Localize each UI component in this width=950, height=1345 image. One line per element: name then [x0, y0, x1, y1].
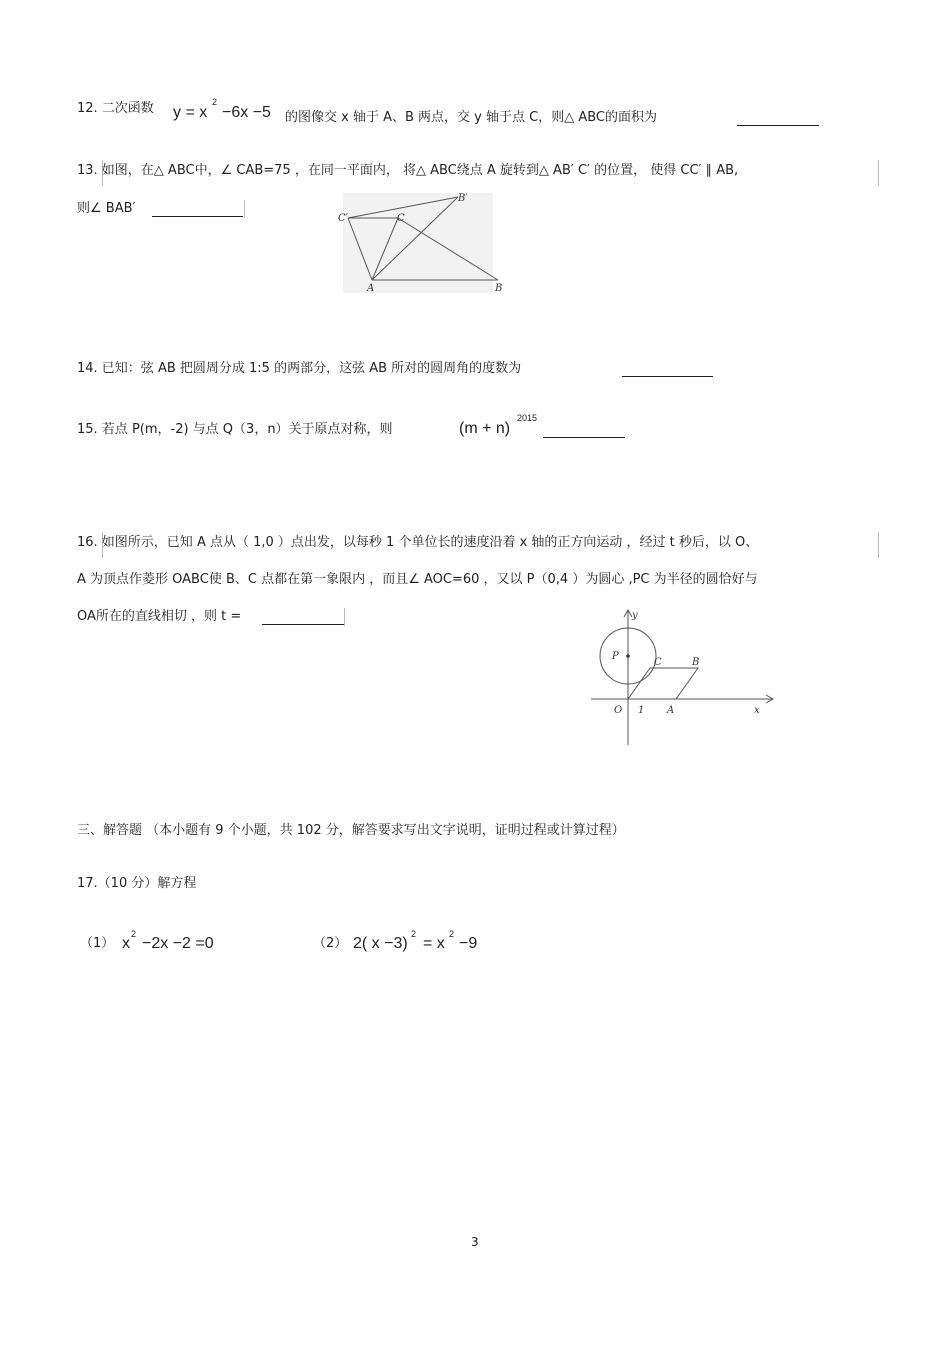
q17-part2-a: 2( x −3): [353, 935, 408, 952]
q16-line3: OA所在的直线相切 ，则 t =: [77, 609, 242, 624]
q17-part2-b: = x: [423, 935, 445, 952]
center-point-p: [626, 654, 630, 658]
q12-formula-sup: 2: [212, 97, 218, 107]
page-number: 3: [471, 1235, 479, 1249]
q17-part1-a: x: [122, 935, 130, 952]
rhombus-oabc: [628, 668, 698, 699]
q16-line2: A 为顶点作菱形 OABC使 B、C 点都在第一象限内 ，而且∠ AOC=60 ，又以 P（0,4 ）为圆心 ,PC 为半径的圆恰好与: [77, 572, 758, 587]
q16-line1: 16. 如图所示，已知 A 点从（ 1,0 ）点出发，以每秒 1 个单位长的速度沿着 x 轴的正方向运动 ，经过 t 秒后，以 O、: [77, 535, 759, 550]
label-b: B: [692, 657, 700, 668]
q17-part1-sup: 2: [131, 929, 137, 939]
label-c: C: [397, 213, 405, 224]
q15-formula: (m + n): [459, 420, 511, 437]
q13-line2: 则∠ BAB′: [77, 201, 136, 216]
label-b: B: [495, 283, 503, 294]
figure-background: [343, 193, 493, 293]
q12-answer-blank: [737, 125, 819, 126]
q12-formula-b: −6x −5: [222, 104, 271, 121]
q17-part2-sup1: 2: [411, 929, 417, 939]
label-o: O: [614, 705, 623, 716]
q17-part2-label: （2）: [313, 936, 348, 951]
q13-blank-bar: [244, 200, 245, 218]
label-c-prime: C′: [338, 213, 348, 224]
section3-heading: 三、解答题 （本小题有 9 个小题，共 102 分，解答要求写出文字说明，证明过程或计算过程）: [77, 823, 625, 838]
q17-part1-label: （1）: [80, 936, 115, 951]
q17-part1-b: −2x −2 =0: [142, 935, 214, 952]
q13-margin-bar-right: [878, 160, 879, 186]
label-p: P: [612, 651, 619, 662]
q17-part2-sup2: 2: [449, 929, 455, 939]
q12-formula-a: y = x: [173, 104, 208, 121]
q16-blank-bar: [344, 608, 345, 626]
q15-text: 15. 若点 P(m，-2) 与点 Q（3，n）关于原点对称，则: [77, 422, 393, 437]
q13-line1: 13. 如图，在△ ABC中，∠ CAB=75 ，在同一平面内， 将△ ABC绕点 A 旋转到△ AB′ C′ 的位置， 使得 CC′ ∥ AB,: [77, 163, 739, 178]
label-y: y: [632, 610, 638, 621]
label-a: A: [367, 283, 375, 294]
q17-title: 17.（10 分）解方程: [77, 876, 197, 891]
q13-answer-blank: [152, 216, 243, 217]
q16-coordinate-figure: [585, 605, 780, 747]
q12-suffix: 的图像交 x 轴于 A、B 两点，交 y 轴于点 C，则△ ABC的面积为: [285, 110, 657, 125]
label-x: x: [754, 705, 760, 716]
q14-answer-blank: [622, 376, 713, 377]
q14-text: 14. 已知：弦 AB 把圆周分成 1:5 的两部分，这弦 AB 所对的圆周角的度数为: [77, 361, 522, 376]
q16-answer-blank: [262, 624, 344, 625]
q15-exponent: 2015: [517, 413, 538, 423]
q15-answer-blank: [543, 437, 625, 438]
q17-part2-c: −9: [459, 935, 478, 952]
label-b-prime: B′: [458, 193, 468, 204]
q13-rotation-figure: [335, 190, 510, 298]
label-one: 1: [638, 705, 645, 716]
label-a: A: [667, 705, 675, 716]
q16-margin-bar-right: [878, 532, 879, 558]
q12-prefix: 12. 二次函数: [77, 101, 154, 116]
label-c: C: [654, 657, 662, 668]
